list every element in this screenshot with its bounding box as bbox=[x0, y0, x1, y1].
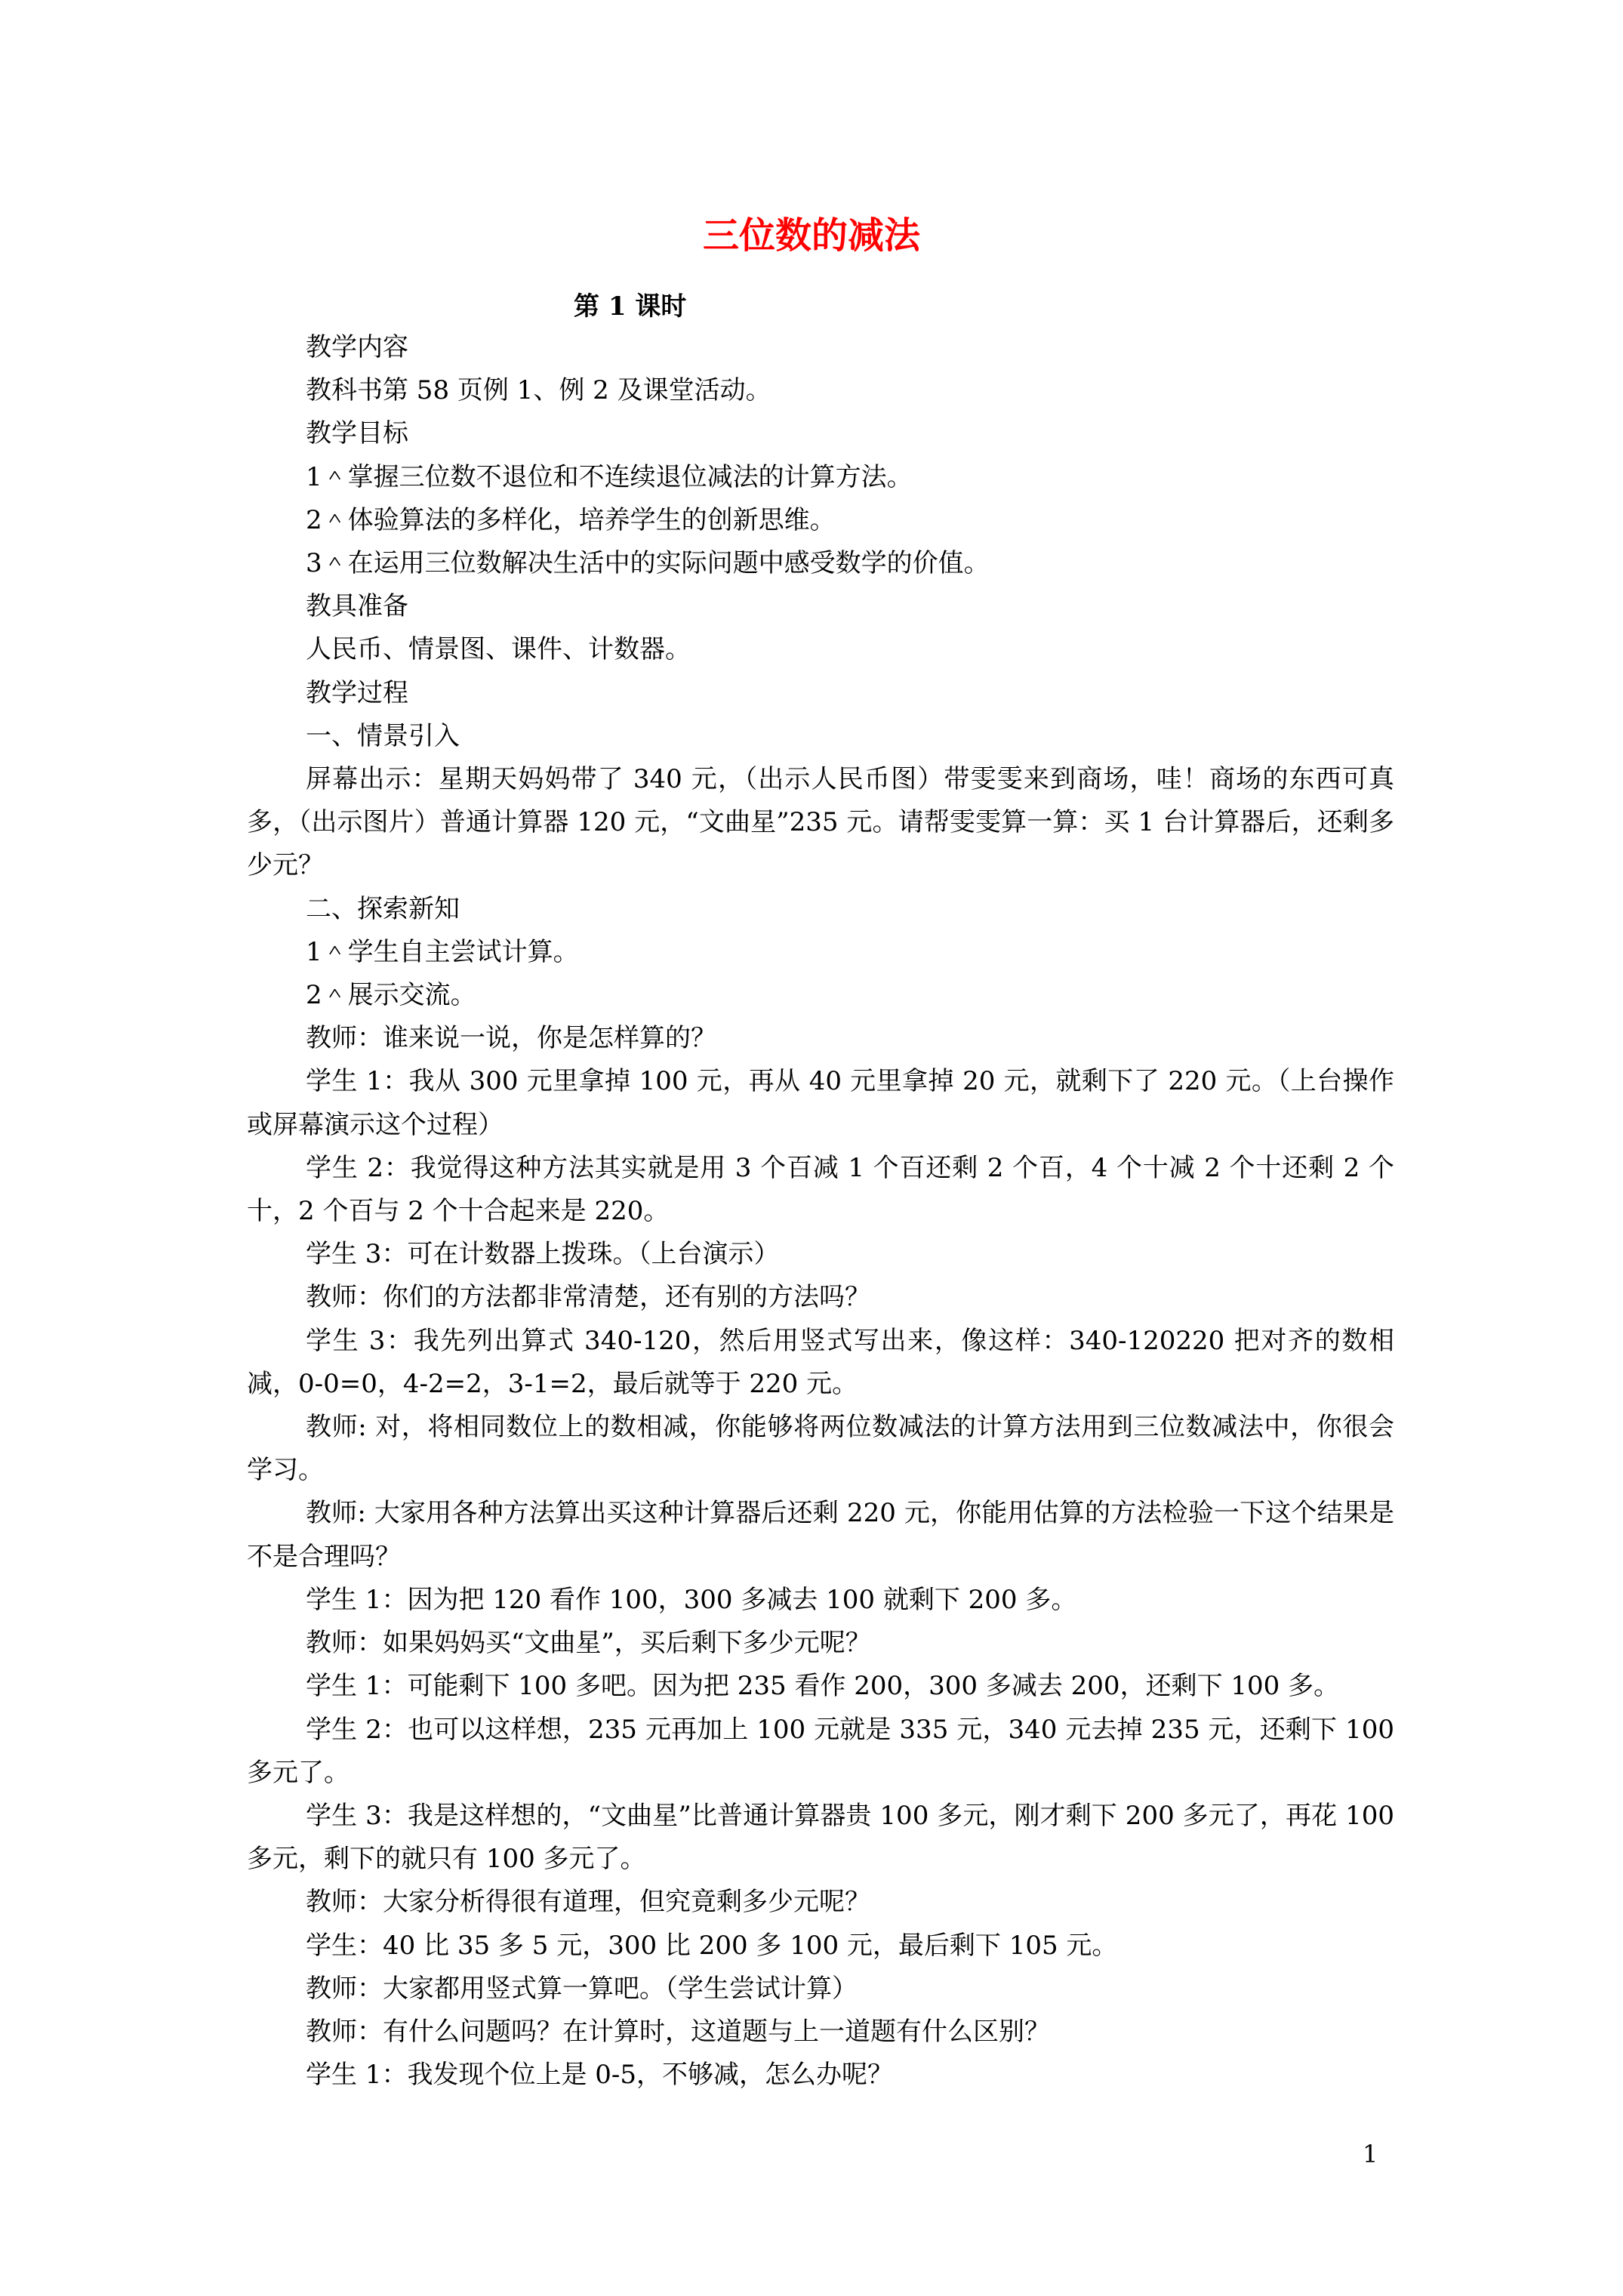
paragraph: 教师：谁来说一说，你是怎样算的？ bbox=[306, 1023, 716, 1054]
paragraph: 学生 2：也可以这样想，235 元再加上 100 元就是 335 元，340 元去掉 235 元，还剩下 100 多元了。 bbox=[247, 1714, 1394, 1788]
paragraph: 二、探索新知 bbox=[306, 893, 460, 924]
paragraph: 教师：有什么问题吗？在计算时，这道题与上一道题有什么区别？ bbox=[306, 2016, 1050, 2047]
paragraph: 教师：大家都用竖式算一算吧。（学生尝试计算） bbox=[306, 1973, 858, 2004]
paragraph: 学生 3：我先列出算式 340-120，然后用竖式写出来，像这样：340-120220 把对齐的数相减，0-0=0，4-2=2，3-1=2，最后就等于 220 元。 bbox=[247, 1325, 1394, 1399]
paragraph: 教学过程 bbox=[306, 677, 408, 708]
paragraph: 屏幕出示：星期天妈妈带了 340 元，（出示人民币图）带雯雯来到商场，哇！商场的东西可真多，（出示图片）普通计算器 120 元，“文曲星”235 元。请帮雯雯算一算：买 1 台计算器后，还剩多少元？ bbox=[247, 764, 1394, 881]
page-number: 1 bbox=[1363, 2140, 1378, 2168]
paragraph: 2＾展示交流。 bbox=[306, 980, 476, 1011]
paragraph: 人民币、情景图、课件、计数器。 bbox=[306, 634, 691, 665]
paragraph: 教学内容 bbox=[306, 332, 408, 362]
paragraph: 学生 1：可能剩下 100 多吧。因为把 235 看作 200，300 多减去 200，还剩下 100 多。 bbox=[306, 1671, 1340, 1702]
document-body bbox=[247, 326, 1394, 2097]
paragraph: 教师：你们的方法都非常清楚，还有别的方法吗？ bbox=[306, 1282, 870, 1313]
paragraph: 1＾掌握三位数不退位和不连续退位减法的计算方法。 bbox=[306, 461, 913, 492]
document-title: 三位数的减法 bbox=[702, 214, 920, 257]
paragraph: 教师: 大家用各种方法算出买这种计算器后还剩 220 元，你能用估算的方法检验一下这个结果是不是合理吗？ bbox=[247, 1498, 1394, 1572]
paragraph: 一、情景引入 bbox=[306, 720, 460, 751]
paragraph: 3＾在运用三位数解决生活中的实际问题中感受数学的价值。 bbox=[306, 548, 990, 579]
paragraph: 学生 1：我从 300 元里拿掉 100 元，再从 40 元里拿掉 20 元，就剩下了 220 元。（上台操作或屏幕演示这个过程） bbox=[247, 1066, 1394, 1140]
paragraph: 教学目标 bbox=[306, 418, 408, 449]
paragraph: 2＾体验算法的多样化，培养学生的创新思维。 bbox=[306, 504, 836, 535]
paragraph: 教师: 对，将相同数位上的数相减，你能够将两位数减法的计算方法用到三位数减法中，你很会学习。 bbox=[247, 1412, 1394, 1486]
paragraph: 学生 2：我觉得这种方法其实就是用 3 个百减 1 个百还剩 2 个百，4 个十减 2 个十还剩 2 个十，2 个百与 2 个十合起来是 220。 bbox=[247, 1152, 1394, 1227]
paragraph: 学生 3：我是这样想的，“文曲星”比普通计算器贵 100 多元，刚才剩下 200 多元了，再花 100 多元，剩下的就只有 100 多元了。 bbox=[247, 1800, 1394, 1875]
paragraph: 1＾学生自主尝试计算。 bbox=[306, 936, 579, 967]
paragraph: 学生 1：我发现个位上是 0-5，不够减，怎么办呢？ bbox=[306, 2060, 893, 2091]
paragraph: 教师：如果妈妈买“文曲星”，买后剩下多少元呢？ bbox=[306, 1628, 871, 1659]
paragraph: 教具准备 bbox=[306, 591, 408, 622]
paragraph: 学生 3：可在计数器上拨珠。（上台演示） bbox=[306, 1239, 780, 1270]
paragraph: 教科书第 58 页例 1、例 2 及课堂活动。 bbox=[306, 375, 771, 406]
paragraph: 学生 1：因为把 120 看作 100，300 多减去 100 就剩下 200 多。 bbox=[306, 1584, 1077, 1615]
lesson-subtitle: 第 1 课时 bbox=[574, 291, 687, 322]
paragraph: 学生：40 比 35 多 5 元，300 比 200 多 100 元，最后剩下 105 元。 bbox=[306, 1930, 1118, 1961]
paragraph: 教师：大家分析得很有道理，但究竟剩多少元呢？ bbox=[306, 1887, 870, 1918]
